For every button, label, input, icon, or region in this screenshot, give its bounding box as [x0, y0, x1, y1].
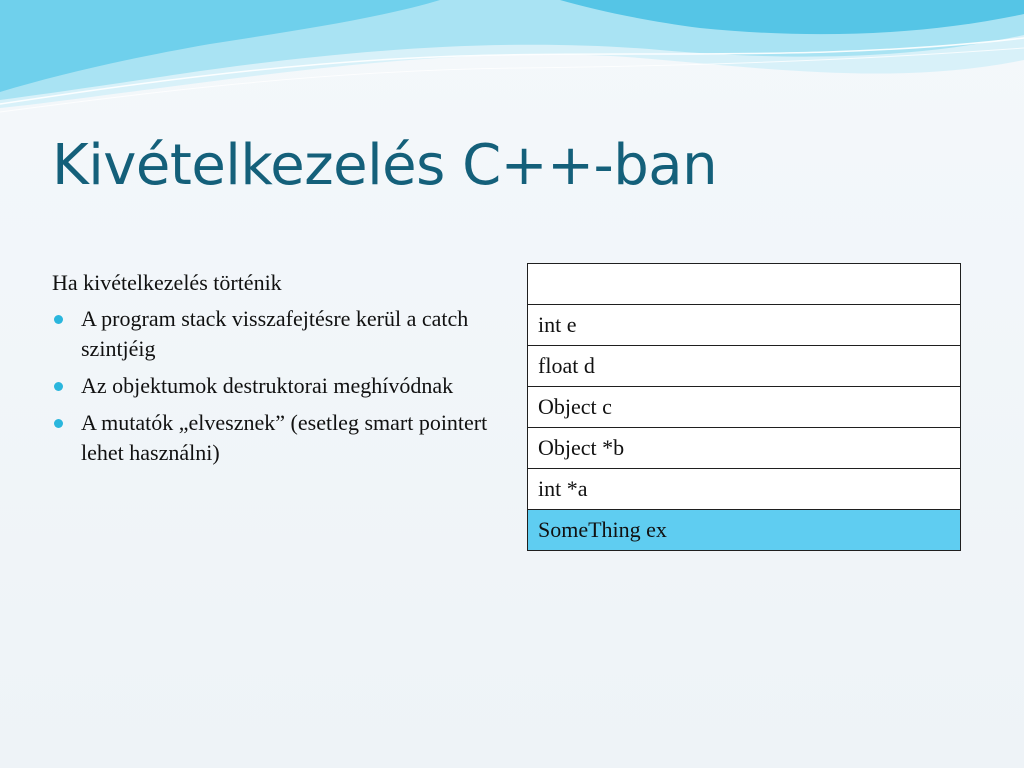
slide-body	[52, 268, 492, 475]
stack-row	[528, 305, 961, 346]
intro-text: Ha kivételkezelés történik	[52, 270, 282, 295]
stack-cell: Object *b	[528, 428, 961, 469]
stack-row	[528, 387, 961, 428]
bullet-text: A mutatók „elvesznek” (esetleg smart pointert lehet használni)	[81, 410, 488, 465]
stack-row	[528, 264, 961, 305]
bullet-item	[52, 304, 492, 364]
stack-cell: int e	[528, 305, 961, 346]
stack-cell: int *a	[528, 469, 961, 510]
bullet-text: A program stack visszafejtésre kerül a catch szintjéig	[81, 306, 469, 361]
stack-cell-highlighted: SomeThing ex	[528, 510, 961, 551]
stack-row-highlighted	[528, 510, 961, 551]
stack-table	[527, 263, 961, 551]
bullet-dot-icon	[54, 315, 63, 324]
bullet-list	[52, 304, 492, 468]
stack-cell	[528, 264, 961, 305]
bullet-dot-icon	[54, 419, 63, 428]
slide-title: Kivételkezelés C++-ban	[52, 133, 718, 198]
stack-row	[528, 428, 961, 469]
bullet-item	[52, 371, 492, 401]
stack-cell: float d	[528, 346, 961, 387]
header-wave-decoration	[0, 0, 1024, 120]
stack-cell: Object c	[528, 387, 961, 428]
stack-row	[528, 346, 961, 387]
bullet-item	[52, 408, 492, 468]
stack-row	[528, 469, 961, 510]
bullet-dot-icon	[54, 382, 63, 391]
bullet-text: Az objektumok destruktorai meghívódnak	[81, 373, 454, 398]
